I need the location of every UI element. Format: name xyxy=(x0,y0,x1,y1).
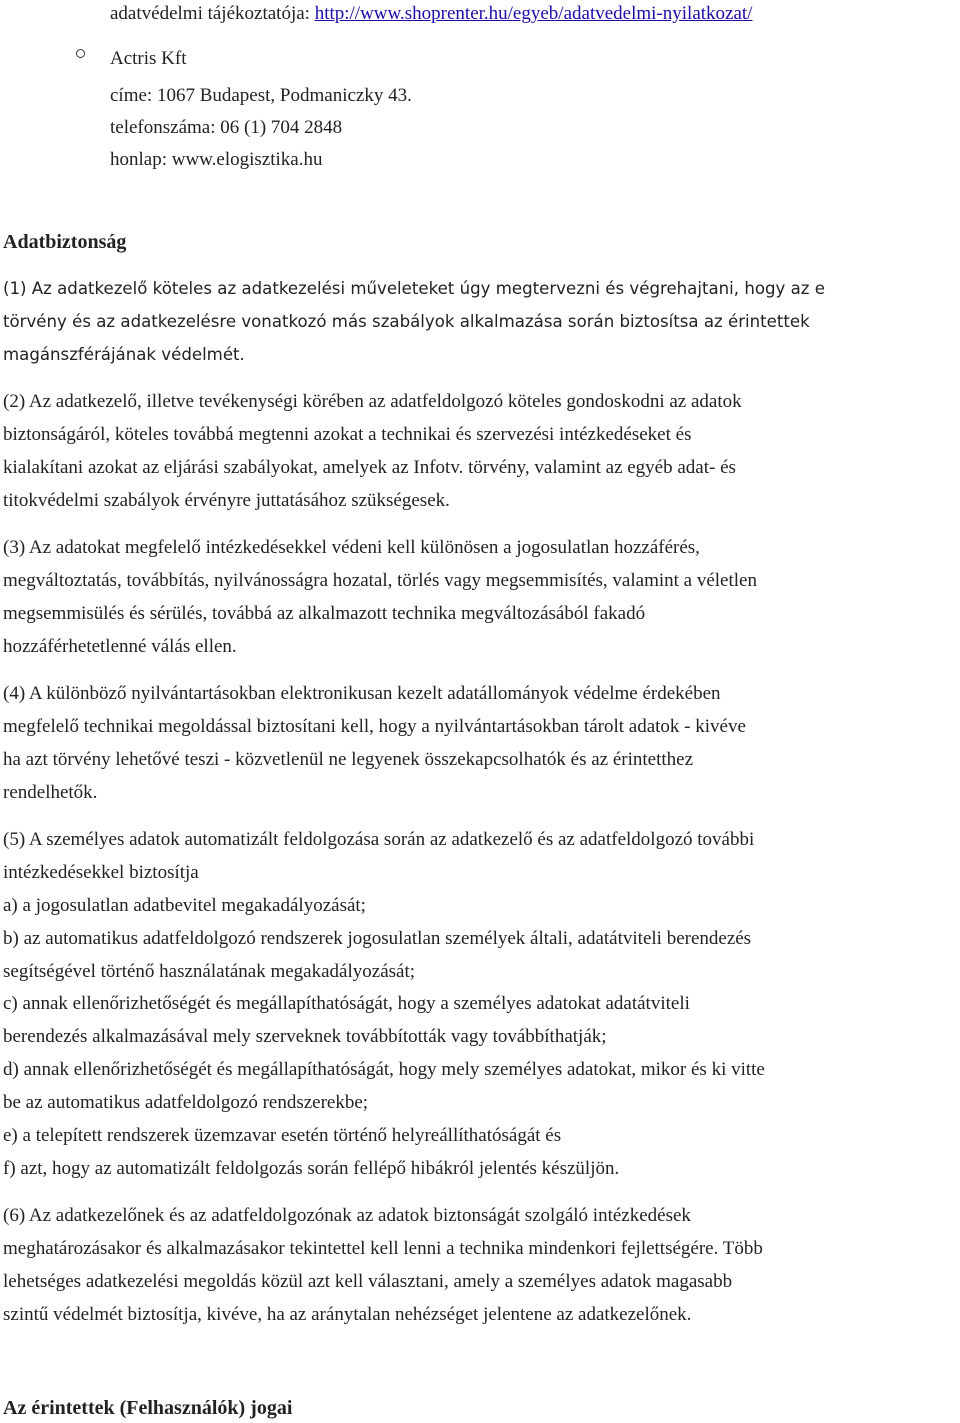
paragraph-6-line: (6) Az adatkezelőnek és az adatfeldolgozónak az adatok biztonságát szolgáló intézkedések xyxy=(3,1205,691,1226)
privacy-prefix: adatvédelmi tájékoztatója: xyxy=(110,3,315,24)
paragraph-1-line: (1) Az adatkezelő köteles az adatkezelési műveleteket úgy megtervezni és végrehajtani, hogy az e xyxy=(3,279,825,298)
paragraph-1-line: magánszférájának védelmét. xyxy=(3,345,245,364)
paragraph-6-line: szintű védelmét biztosítja, kivéve, ha az aránytalan nehézséget jelentene az adatkezelőnek. xyxy=(3,1304,692,1325)
paragraph-5-line: (5) A személyes adatok automatizált feldolgozása során az adatkezelő és az adatfeldolgozó további xyxy=(3,829,755,850)
company-name: Actris Kft xyxy=(110,48,187,69)
paragraph-5-line: b) az automatikus adatfeldolgozó rendszerek jogosulatlan személyek általi, adatátviteli berendezés xyxy=(3,928,752,949)
list-bullet-icon xyxy=(76,49,85,58)
company-website: honlap: www.elogisztika.hu xyxy=(110,149,323,170)
paragraph-4-line: ha azt törvény lehetővé teszi - közvetlenül ne legyenek összekapcsolhatók és az érintetthez xyxy=(3,749,694,770)
paragraph-1-line: törvény és az adatkezelésre vonatkozó más szabályok alkalmazása során biztosítsa az érintettek xyxy=(3,312,810,331)
paragraph-5-line: d) annak ellenőrizhetőségét és megállapíthatóságát, hogy mely személyes adatokat, mikor és ki vitte xyxy=(3,1059,765,1080)
paragraph-6-line: meghatározásakor és alkalmazásakor tekintettel kell lenni a technika mindenkori fejlettségére. Több xyxy=(3,1238,763,1259)
paragraph-3-line: megsemmisülés és sérülés, továbbá az alkalmazott technika megváltozásából fakadó xyxy=(3,603,646,624)
paragraph-5-line: f) azt, hogy az automatizált feldolgozás során fellépő hibákról jelentés készüljön. xyxy=(3,1158,620,1179)
paragraph-3-line: hozzáférhetetlenné válás ellen. xyxy=(3,636,237,657)
paragraph-4-line: rendelhetők. xyxy=(3,782,98,803)
paragraph-2-line: biztonságáról, köteles továbbá megtenni azokat a technikai és szervezési intézkedéseket és xyxy=(3,424,692,445)
privacy-policy-link[interactable]: http://www.shoprenter.hu/egyeb/adatvedelmi-nyilatkozat/ xyxy=(314,3,753,24)
paragraph-2-line: kialakítani azokat az eljárási szabályokat, amelyek az Infotv. törvény, valamint az egyéb adat- és xyxy=(3,457,736,478)
paragraph-5-line: a) a jogosulatlan adatbevitel megakadályozását; xyxy=(3,895,366,916)
paragraph-4-line: (4) A különböző nyilvántartásokban elektronikusan kezelt adatállományok védelme érdekében xyxy=(3,683,721,704)
paragraph-2-line: titokvédelmi szabályok érvényre juttatásához szükségesek. xyxy=(3,490,450,511)
paragraph-5-line: c) annak ellenőrizhetőségét és megállapíthatóságát, hogy a személyes adatokat adatátviteli xyxy=(3,993,690,1014)
paragraph-5-line: berendezés alkalmazásával mely szerveknek továbbították vagy továbbíthatják; xyxy=(3,1026,607,1047)
paragraph-4-line: megfelelő technikai megoldással biztosítani kell, hogy a nyilvántartásokban tárolt adatok - kivéve xyxy=(3,716,746,737)
paragraph-5-line: intézkedésekkel biztosítja xyxy=(3,862,199,883)
section-heading-security: Adatbiztonság xyxy=(3,231,127,253)
paragraph-5-line: e) a telepített rendszerek üzemzavar esetén történő helyreállíthatóságát és xyxy=(3,1125,562,1146)
company-phone: telefonszáma: 06 (1) 704 2848 xyxy=(110,117,343,138)
section-heading-rights: Az érintettek (Felhasználók) jogai xyxy=(3,1397,293,1419)
privacy-notice-line xyxy=(110,2,752,26)
paragraph-6-line: lehetséges adatkezelési megoldás közül azt kell választani, amely a személyes adatok magasabb xyxy=(3,1271,733,1292)
paragraph-3-line: megváltoztatás, továbbítás, nyilvánosságra hozatal, törlés vagy megsemmisítés, valamint a véletlen xyxy=(3,570,757,591)
paragraph-5-line: be az automatikus adatfeldolgozó rendszerekbe; xyxy=(3,1092,369,1113)
paragraph-3-line: (3) Az adatokat megfelelő intézkedésekkel védeni kell különösen a jogosulatlan hozzáférés, xyxy=(3,537,700,558)
paragraph-5-line: segítségével történő használatának megakadályozását; xyxy=(3,961,416,982)
paragraph-2-line: (2) Az adatkezelő, illetve tevékenységi körében az adatfeldolgozó köteles gondoskodni az adatok xyxy=(3,391,742,412)
company-address: címe: 1067 Budapest, Podmaniczky 43. xyxy=(110,85,412,106)
